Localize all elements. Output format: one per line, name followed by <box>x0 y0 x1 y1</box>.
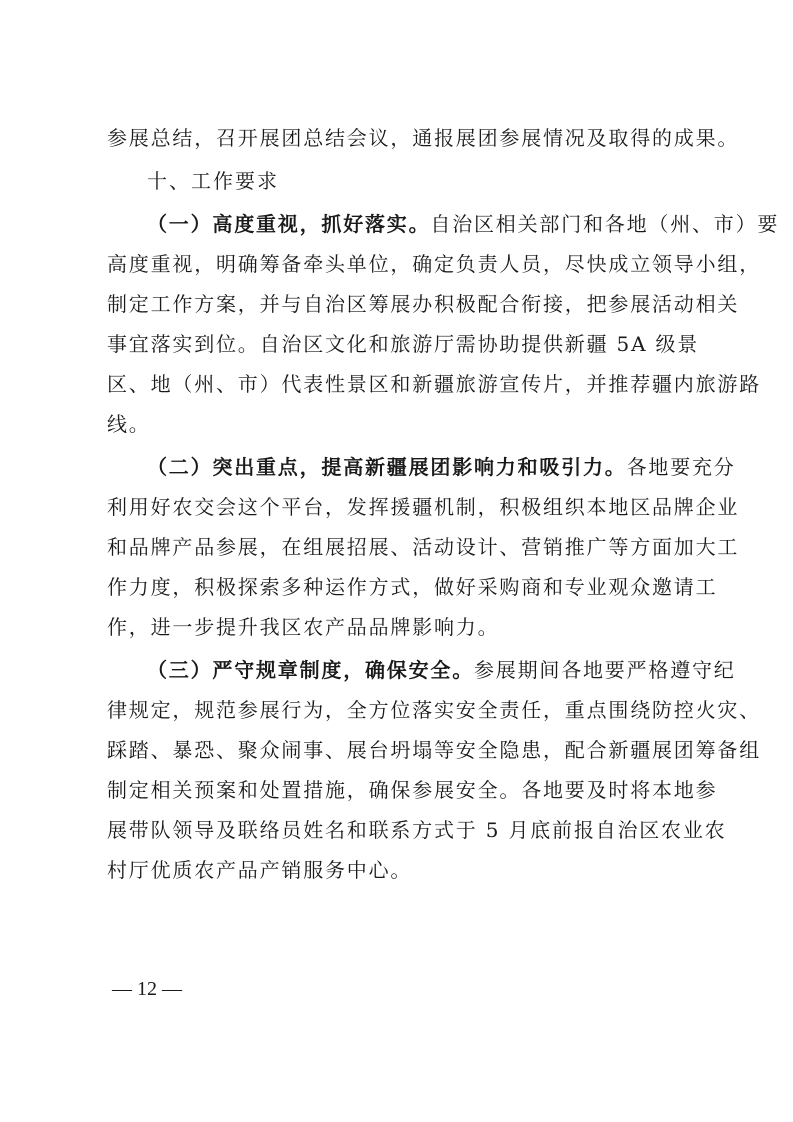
paragraph-line: 村厅优质农产品产销服务中心。 <box>107 858 413 882</box>
paragraph-text: 自治区相关部门和各地（州、市）要 <box>430 212 780 236</box>
paragraph-line: 区、地（州、市）代表性景区和新疆旅游宣传片，并推荐疆内旅游路 <box>107 372 761 396</box>
paragraph-line: 展带队领导及联络员姓名和联系方式于 5 月底前报自治区农业农 <box>107 818 727 842</box>
paragraph-line: 踩踏、暴恐、聚众闹事、展台坍塌等安全隐患，配合新疆展团筹备组 <box>107 738 761 762</box>
paragraph-3 <box>107 650 761 890</box>
paragraph-line <box>107 447 736 487</box>
section-heading: 十、工作要求 <box>147 169 279 193</box>
paragraph-line: 制定相关预案和处置措施，确保参展安全。各地要及时将本地参 <box>107 778 718 802</box>
page-number: — 12 — <box>112 978 182 1000</box>
paragraph-line: 律规定，规范参展行为，全方位落实安全责任，重点围绕防控火灾、 <box>107 698 761 722</box>
paragraph-text: 各地要充分 <box>626 455 736 479</box>
paragraph-line: 制定工作方案，并与自治区筹展办积极配合衔接，把参展活动相关 <box>107 292 740 316</box>
paragraph-2 <box>107 447 740 647</box>
paragraph-line: 事宜落实到位。自治区文化和旅游厅需协助提供新疆 5A 级景 <box>107 332 700 356</box>
paragraph-line: 作力度，积极探索多种运作方式，做好采购商和专业观众邀请工 <box>107 575 718 599</box>
document-body <box>107 118 780 890</box>
paragraph-line: 利用好农交会这个平台，发挥援疆机制，积极组织本地区品牌企业 <box>107 495 740 519</box>
paragraph-1 <box>107 204 780 444</box>
paragraph-line: 高度重视，明确筹备牵头单位，确定负责人员，尽快成立领导小组， <box>107 252 761 276</box>
paragraph-text: 参展期间各地要严格遵守纪 <box>474 658 736 682</box>
paragraph-lead: （一）高度重视，抓好落实。 <box>147 212 431 236</box>
paragraph-line: 和品牌产品参展，在组展招展、活动设计、营销推广等方面加大工 <box>107 535 740 559</box>
paragraph-line <box>107 650 736 690</box>
paragraph-lead: （二）突出重点，提高新疆展团影响力和吸引力。 <box>147 455 627 479</box>
paragraph-line: 线。 <box>107 412 151 436</box>
paragraph-line: 参展总结，召开展团总结会议，通报展团参展情况及取得的成果。 <box>107 126 740 150</box>
paragraph-line <box>107 204 780 244</box>
paragraph-line: 作，进一步提升我区农产品品牌影响力。 <box>107 615 500 639</box>
paragraph-lead: （三）严守规章制度，确保安全。 <box>147 658 474 682</box>
